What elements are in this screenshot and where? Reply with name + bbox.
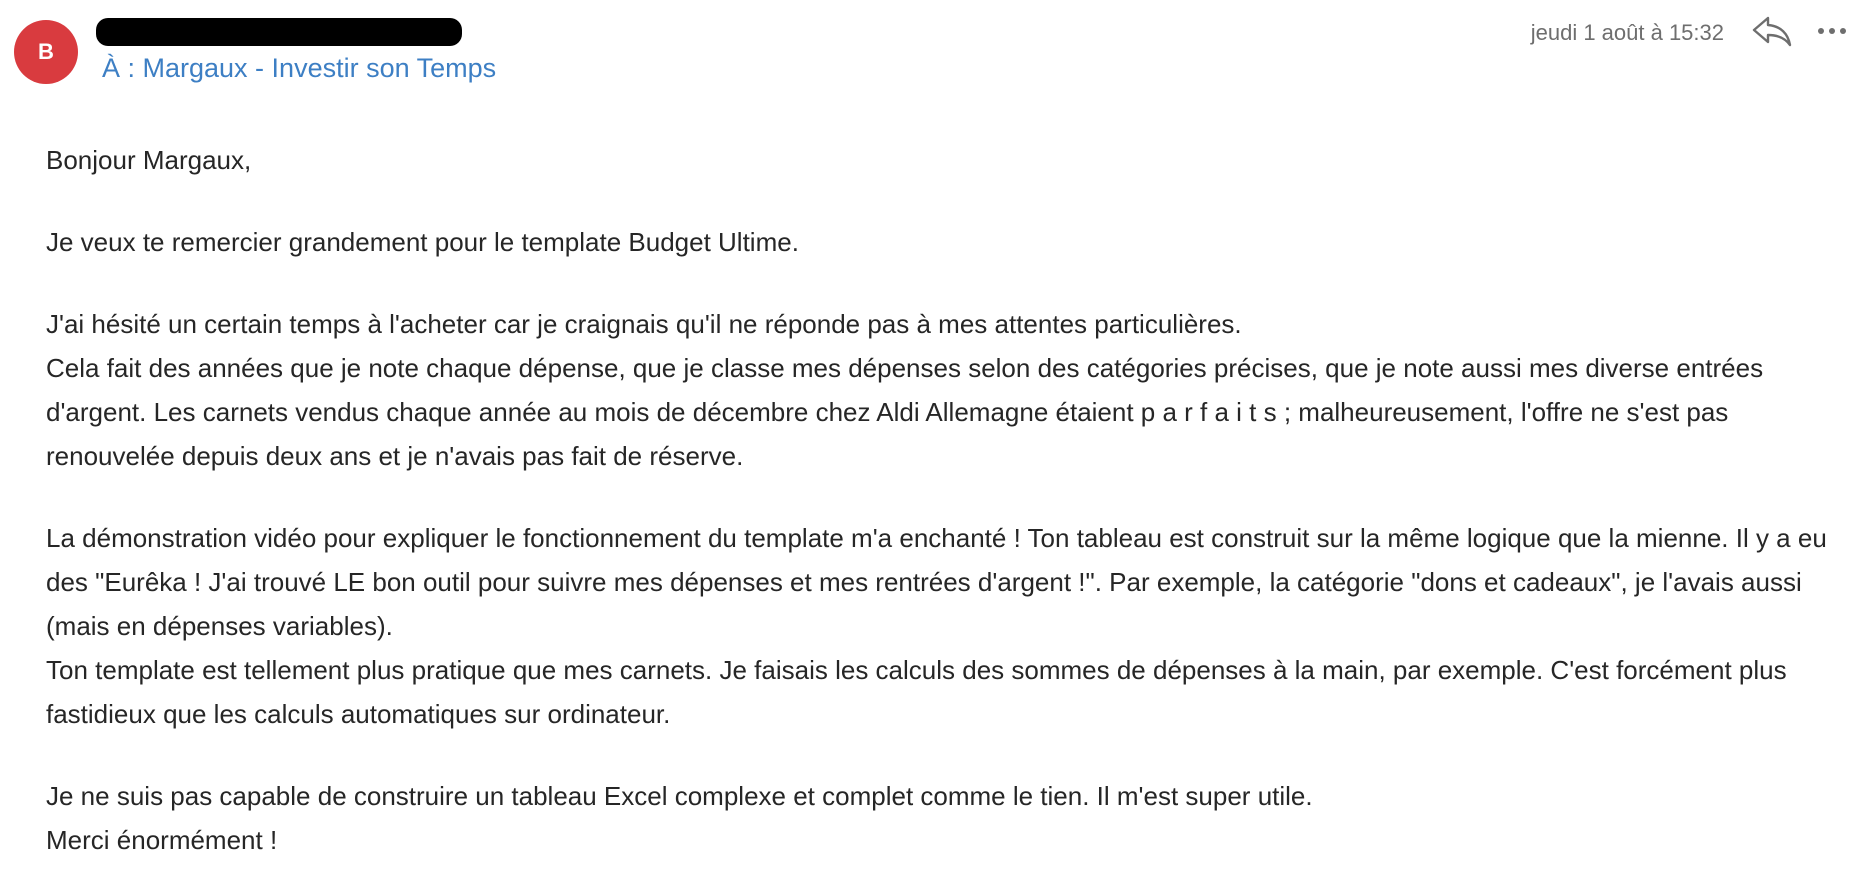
message-body bbox=[46, 138, 1836, 862]
reply-icon bbox=[1750, 13, 1794, 49]
recipient-line[interactable]: À : Margaux - Investir son Temps bbox=[102, 53, 497, 83]
paragraph-practical: Ton template est tellement plus pratique que mes carnets. Je faisais les calculs des sommes de dépenses à la main, par exemple. C'est forcément plus fastidieux que les calculs automatiques sur ordinateur. bbox=[46, 655, 1787, 729]
paragraph-hesitation: J'ai hésité un certain temps à l'acheter car je craignais qu'il ne réponde pas à mes attentes particulières. bbox=[46, 309, 1242, 339]
paragraph-demo: La démonstration vidéo pour expliquer le fonctionnement du template m'a enchanté ! Ton tableau est construit sur la même logique que la mienne. Il y a eu des "Eurêka ! J'ai trouvé LE bon outil pour suivre mes dépenses et mes rentrées d'argent !". Par exemple, la catégorie "dons et cadeaux", je l'avais aussi (mais en dépenses variables). bbox=[46, 523, 1827, 641]
greeting: Bonjour Margaux, bbox=[46, 145, 252, 175]
reply-button[interactable] bbox=[1750, 13, 1794, 49]
avatar-initial: B bbox=[38, 39, 54, 64]
message-date: jeudi 1 août à 15:32 bbox=[1530, 20, 1724, 45]
paragraph-notebooks: Cela fait des années que je note chaque dépense, que je classe mes dépenses selon des catégories précises, que je note aussi mes diverse entrées d'argent. Les carnets vendus chaque année au mois de décembre chez Aldi Allemagne étaient p a r f a i t s ; malheureusement, l'offre ne s'est pas renouvelée depuis deux ans et je n'avais pas fait de réserve. bbox=[46, 353, 1764, 471]
sender-avatar bbox=[14, 20, 78, 84]
more-options-button[interactable] bbox=[1814, 13, 1850, 49]
more-options-icon bbox=[1814, 13, 1850, 49]
sender-name-redacted bbox=[96, 18, 462, 46]
paragraph-excel: Je ne suis pas capable de construire un tableau Excel complexe et complet comme le tien. Il m'est super utile. bbox=[46, 781, 1313, 811]
paragraph-closing: Merci énormément ! bbox=[46, 825, 278, 855]
paragraph-thanks: Je veux te remercier grandement pour le template Budget Ultime. bbox=[46, 227, 799, 257]
